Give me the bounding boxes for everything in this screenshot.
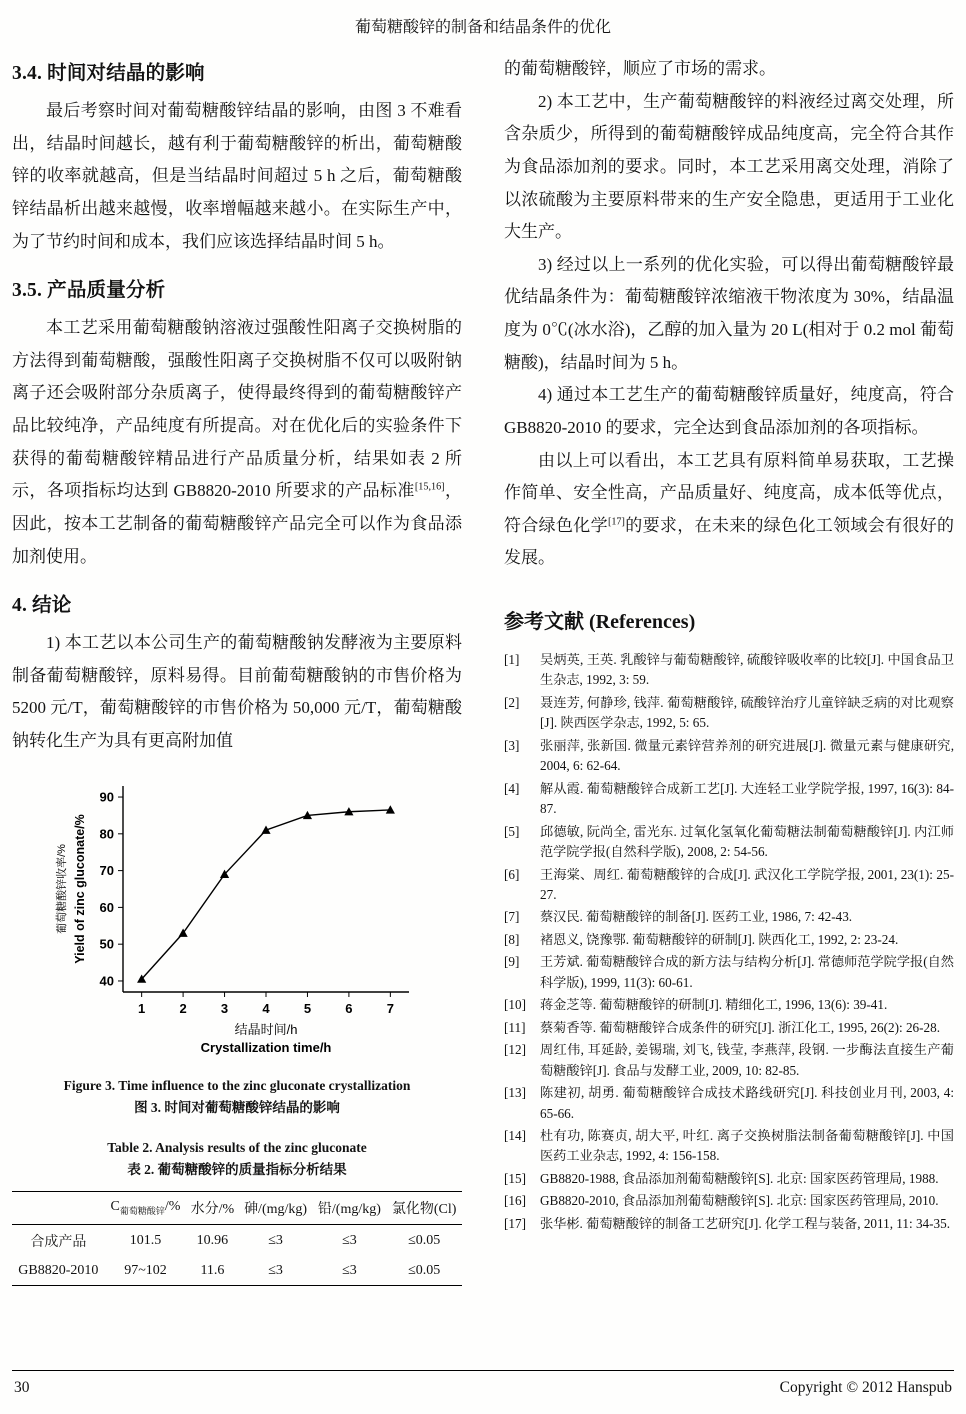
x-tick-label: 7 [386, 1000, 394, 1016]
two-column-body [12, 53, 954, 1364]
paragraph-text: 的要求，在未来的绿色化工领域会有很好的发展。 [504, 515, 954, 568]
reference-number: [15] [504, 1170, 526, 1186]
header-subscript: 葡萄糖酸锌 [119, 1205, 165, 1216]
figure-caption-zh: 图 3. 时间对葡萄糖酸锌结晶的影响 [134, 1099, 340, 1115]
reference-text: GB8820-2010, 食品添加剂葡萄糖酸锌[S]. 北京: 国家医药管理局, 2010. [540, 1193, 939, 1209]
reference-number: [8] [504, 931, 520, 947]
reference-text: 邱德敏, 阮尚全, 雷光东. 过氧化氢氧化葡萄糖法制葡萄糖酸锌[J]. 内江师范学院学报(自然科学版), 2008, 2: 54-56. [540, 823, 954, 860]
reference-text: 张华彬. 葡萄糖酸锌的制备工艺研究[J]. 化学工程与装备, 2011, 11: 34-35. [540, 1215, 951, 1231]
y-axis-title-zh: 葡萄糖酸锌收率/% [56, 843, 68, 934]
reference-text: 褚恩义, 饶豫鄂. 葡萄糖酸锌的研制[J]. 陕西化工, 1992, 2: 23-24. [540, 931, 899, 947]
x-tick-label: 2 [179, 1000, 187, 1016]
section-3-4-paragraph: 最后考察时间对葡萄糖酸锌结晶的影响，由图 3 不难看出，结晶时间越长，越有利于葡萄糖酸锌的析出，葡萄糖酸锌的收率就越高，但是当结晶时间超过 5 h 之后，葡萄糖酸锌结晶析出越来越慢，收率增幅越来越小。在实际生产中，为了节约时间和成本，我们应该选择结晶时间 5 h。 [12, 101, 462, 251]
reference-number: [6] [504, 866, 520, 882]
section-heading-3-4: 3.4. 时间对结晶的影响 [12, 63, 205, 84]
reference-number: [17] [504, 1215, 526, 1231]
reference-item [504, 907, 954, 927]
reference-text: 蔡汉民. 葡萄糖酸锌的制备[J]. 医药工业, 1986, 7: 42-43. [540, 909, 853, 925]
conclusion-paragraph-2: 2) 本工艺中，生产葡萄糖酸锌的料液经过离交处理，所含杂质少，所得到的葡萄糖酸锌成品纯度高，完全符合其作为食品添加剂的要求。同时，本工艺采用离交处理，消除了以浓硫酸为主要原料带来的生产安全隐患，更适用于工业化大生产。 [504, 91, 954, 242]
reference-item [504, 1191, 954, 1211]
table-caption-zh: 表 2. 葡萄糖酸锌的质量指标分析结果 [127, 1162, 347, 1178]
reference-item [504, 779, 954, 820]
table-cell: 101.5 [129, 1232, 162, 1248]
page-footer [12, 1370, 954, 1414]
table-cell: ≤3 [268, 1232, 283, 1248]
left-column [12, 53, 462, 1364]
section-heading-3-5: 3.5. 产品质量分析 [12, 280, 166, 302]
table-2 [12, 1191, 462, 1286]
x-tick-label: 6 [345, 1000, 353, 1016]
reference-number: [2] [504, 694, 520, 710]
conclusion-paragraph-3: 3) 经过以上一系列的优化实验，可以得出葡萄糖酸锌最优结晶条件为：葡萄糖酸锌浓缩液干物浓度为 30%，结晶温度为 0℃(冰水浴)，乙醇的加入量为 20 L(相对于 0.2 mol 葡萄糖酸)，结晶时间为 5 h。 [504, 254, 954, 372]
table-cell: ≤3 [342, 1262, 357, 1278]
table-cell: ≤3 [268, 1262, 283, 1278]
reference-text: 王海棠、周红. 葡萄糖酸锌的合成[J]. 武汉化工学院学报, 2001, 23(1): 25-27. [540, 866, 954, 902]
table-header-lead: 铅/(mg/kg) [313, 1191, 387, 1224]
reference-item [504, 1018, 954, 1038]
reference-text: 解从霞. 葡萄糖酸锌合成新工艺[J]. 大连轻工业学院学报, 1997, 16(3): 84-87. [540, 780, 954, 817]
table-header-chloride: 氯化物(Cl) [386, 1191, 462, 1224]
reference-item [504, 1040, 954, 1081]
figure-3-caption [12, 1076, 462, 1119]
page-header [12, 8, 954, 53]
table-header-empty [12, 1191, 105, 1224]
reference-text: GB8820-1988, 食品添加剂葡萄糖酸锌[S]. 北京: 国家医药管理局, 1988. [540, 1170, 939, 1186]
running-title: 葡萄糖酸锌的制备和结晶条件的优化 [354, 19, 611, 36]
reference-number: [4] [504, 780, 520, 796]
reference-item [504, 952, 954, 993]
table-cell: 10.96 [196, 1232, 229, 1248]
x-tick-label: 5 [303, 1000, 312, 1016]
reference-number: [16] [504, 1193, 526, 1209]
citation-superscript: [15,16] [414, 481, 445, 493]
reference-item [504, 865, 954, 906]
paragraph-text: ，因此，按本工艺制备的葡萄糖酸锌产品完全可以作为食品添加剂使用。 [12, 481, 462, 566]
header-unit: /% [164, 1198, 181, 1214]
reference-item [504, 822, 954, 863]
y-tick-label: 70 [99, 862, 114, 878]
reference-text: 吴炳英, 王英. 乳酸锌与葡萄糖酸锌, 硫酸锌吸收率的比较[J]. 中国食品卫生杂志, 1992, 3: 59. [540, 652, 954, 688]
conclusion-paragraph-5 [504, 445, 954, 576]
chart-line [142, 810, 391, 979]
paragraph-text: 由以上可以看出，本工艺具有原料简单易获取，工艺操作简单、安全性高，产品质量好、纯度高，成本低等优点，符合绿色化学 [504, 450, 954, 535]
reference-number: [9] [504, 954, 520, 970]
reference-text: 张丽萍, 张新国. 微量元素锌营养剂的研究进展[J]. 微量元素与健康研究, 2004, 6: 62-64. [540, 737, 954, 774]
table-cell: ≤3 [342, 1232, 357, 1248]
page-number: 30 [14, 1379, 30, 1396]
reference-number: [13] [504, 1085, 526, 1101]
reference-text: 聂连芳, 何静珍, 钱萍. 葡萄糖酸锌, 硫酸锌治疗儿童锌缺乏病的对比观察[J]. 陕西医学杂志, 1992, 5: 65. [540, 694, 954, 731]
reference-item [504, 693, 954, 734]
reference-item [504, 1169, 954, 1189]
reference-item [504, 1126, 954, 1167]
table-header-row [12, 1191, 462, 1224]
references-heading: 参考文献 (References) [504, 611, 696, 633]
conclusion-paragraph-1: 1) 本工艺以本公司生产的葡萄糖酸钠发酵液为主要原料制备葡萄糖酸锌，原料易得。目前葡萄糖酸钠的市售价格为 5200 元/T，葡萄糖酸锌的市售价格为 50,000 元/T，葡萄糖酸钠转化生产为具有更高附加值 [12, 633, 462, 750]
reference-number: [11] [504, 1019, 526, 1035]
reference-item [504, 930, 954, 950]
table-cell: ≤0.05 [408, 1262, 441, 1278]
yield-line-chart [47, 772, 427, 1072]
conclusion-paragraph-4: 4) 通过本工艺生产的葡萄糖酸锌质量好，纯度高，符合 GB8820-2010 的要求，完全达到食品添加剂的各项指标。 [504, 385, 954, 437]
x-axis-title-zh: 结晶时间/h [234, 1021, 298, 1037]
table-cell: ≤0.05 [408, 1232, 441, 1248]
citation-superscript: [17] [607, 516, 625, 528]
table-caption-en: Table 2. Analysis results of the zinc gluconate [107, 1140, 367, 1156]
y-axis-title-en: Yield of zinc gluconate/% [73, 813, 87, 964]
reference-text: 杜有功, 陈赛贞, 胡大平, 叶红. 离子交换树脂法制备葡萄糖酸锌[J]. 中国医药工业杂志, 1992, 4: 156-158. [540, 1127, 954, 1164]
reference-number: [7] [504, 909, 520, 925]
reference-number: [14] [504, 1127, 526, 1143]
reference-item [504, 1083, 954, 1124]
figure-caption-en: Figure 3. Time influence to the zinc gluconate crystallization [63, 1077, 411, 1093]
table-cell: 97~102 [124, 1262, 167, 1278]
figure-3-chart [12, 772, 462, 1072]
table-row-label: 合成产品 [30, 1234, 87, 1250]
reference-number: [10] [504, 997, 526, 1013]
reference-item [504, 736, 954, 777]
reference-item [504, 1214, 954, 1234]
reference-number: [5] [504, 823, 520, 839]
right-column [504, 53, 954, 1364]
table-cell: 11.6 [200, 1262, 225, 1278]
header-symbol: C [110, 1198, 120, 1214]
paragraph-text: 本工艺采用葡萄糖酸钠溶液过强酸性阳离子交换树脂的方法得到葡萄糖酸，强酸性阳离子交换树脂不仅可以吸附钠离子还会吸附部分杂质离子，使得最终得到的葡萄糖酸锌产品比较纯净，产品纯度有所提高。对在优化后的实验条件下获得的葡萄糖酸锌精品进行产品质量分析，结果如表 2 所示，各项指标均达到 GB8820-2010 所要求的产品标准 [12, 318, 462, 501]
reference-text: 王芳斌. 葡萄糖酸锌合成的新方法与结构分析[J]. 常德师范学院学报(自然科学版), 1999, 11(3): 60-61. [540, 954, 954, 990]
table-header-moisture: 水分/% [186, 1191, 238, 1224]
y-tick-label: 80 [99, 825, 114, 841]
table-header-arsenic: 砷/(mg/kg) [239, 1191, 313, 1224]
reference-item [504, 995, 954, 1015]
table-header-c-content [105, 1191, 186, 1224]
table-2-caption [12, 1138, 462, 1181]
x-tick-label: 1 [138, 1000, 146, 1016]
table-row-label: GB8820-2010 [18, 1262, 99, 1278]
y-tick-label: 50 [99, 936, 114, 952]
reference-item [504, 650, 954, 691]
reference-text: 周红伟, 耳延龄, 姜锡瑞, 刘飞, 钱莹, 李燕萍, 段钢. 一步酶法直接生产葡萄糖酸锌[J]. 食品与发酵工业, 2009, 10: 82-85. [540, 1042, 954, 1078]
section-3-5-paragraph [12, 312, 462, 573]
references-list [504, 650, 954, 1234]
table-row [12, 1257, 462, 1286]
x-tick-label: 3 [220, 1000, 229, 1016]
reference-number: [12] [504, 1042, 526, 1058]
copyright-text: Copyright © 2012 Hanspub [779, 1379, 952, 1396]
x-axis-title-en: Crystallization time/h [200, 1039, 332, 1055]
y-tick-label: 60 [99, 899, 114, 915]
y-tick-label: 40 [99, 973, 114, 989]
y-tick-label: 90 [99, 789, 114, 805]
table-row [12, 1224, 462, 1257]
continuation-paragraph: 的葡萄糖酸锌，顺应了市场的需求。 [504, 59, 776, 78]
reference-text: 蔡菊香等. 葡萄糖酸锌合成条件的研究[J]. 浙江化工, 1995, 26(2): 26-28. [540, 1019, 941, 1035]
reference-text: 陈建初, 胡勇. 葡萄糖酸锌合成技术路线研究[J]. 科技创业月刊, 2003, 4: 65-66. [540, 1085, 954, 1121]
reference-text: 蒋金芝等. 葡萄糖酸锌的研制[J]. 精细化工, 1996, 13(6): 39-41. [540, 997, 888, 1013]
reference-number: [3] [504, 737, 520, 753]
section-heading-4: 4. 结论 [12, 595, 72, 617]
x-tick-label: 4 [262, 1000, 270, 1016]
reference-number: [1] [504, 652, 520, 667]
